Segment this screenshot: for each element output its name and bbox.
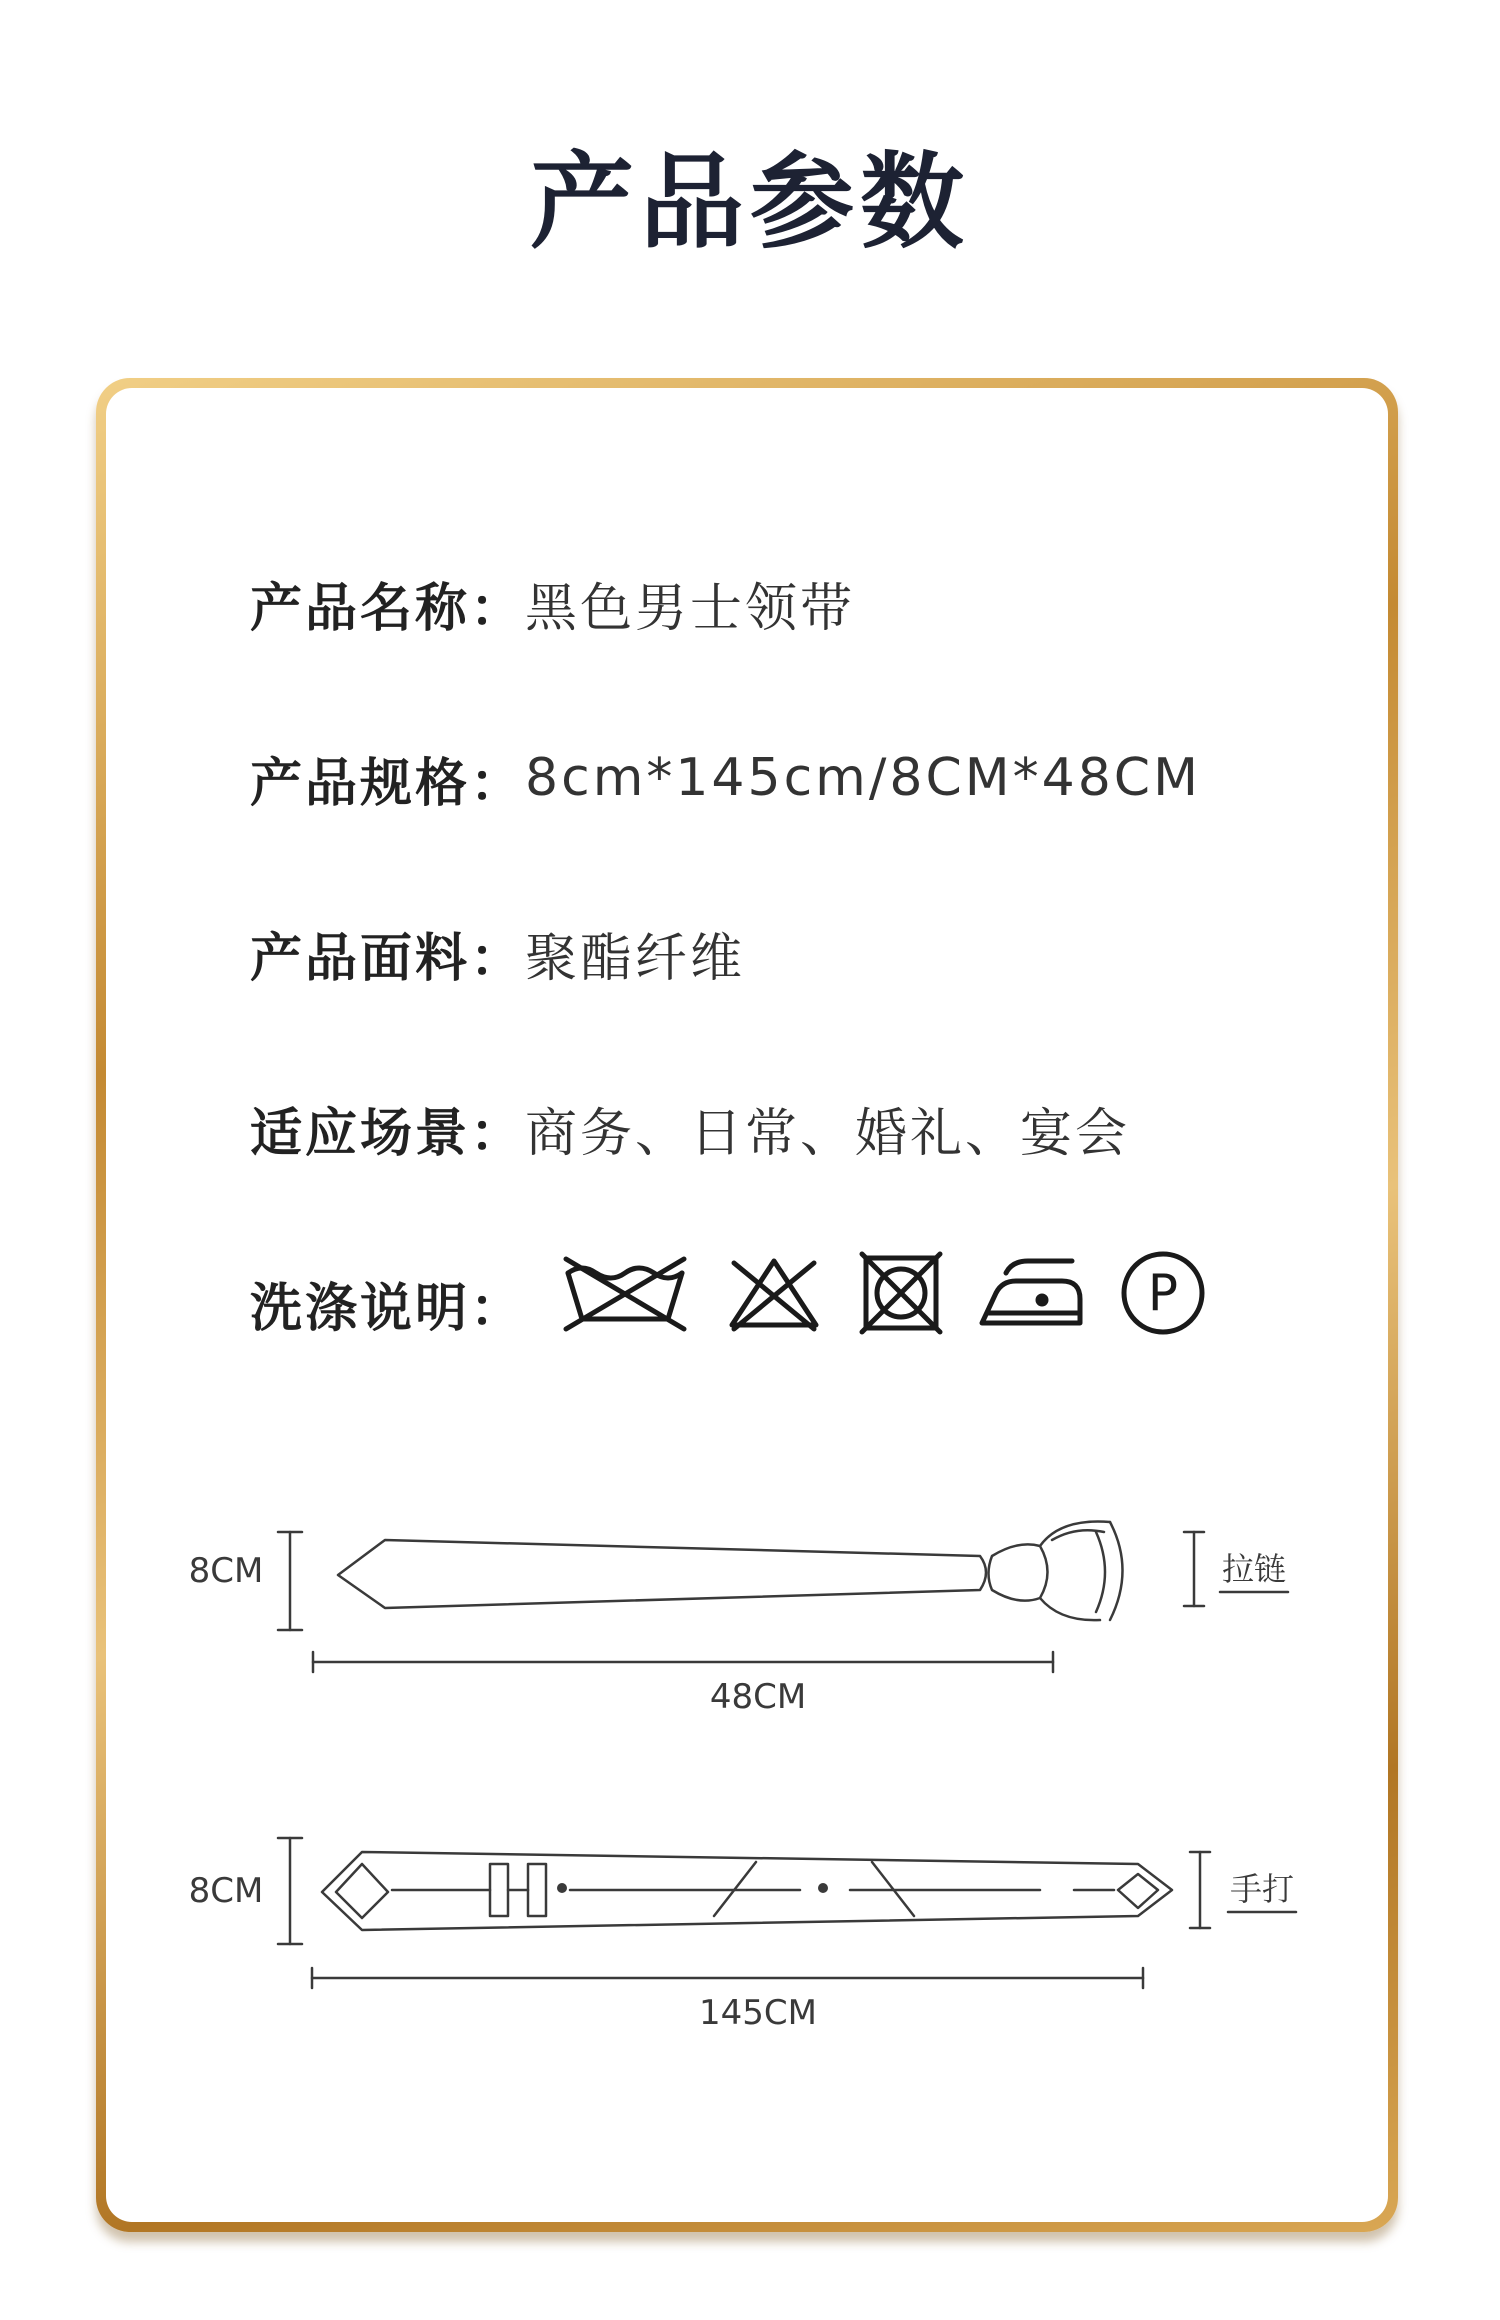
zipper-tie-width-label: 8CM: [188, 1551, 264, 1591]
hand-tie-width-dimension: [278, 1838, 302, 1944]
hand-tie-drawing: [322, 1852, 1172, 1930]
hand-tie-width-label: 8CM: [188, 1871, 264, 1911]
page-title: 产品参数: [529, 141, 970, 263]
spec-label: 适应场景：: [250, 1103, 526, 1164]
hand-tie-length-label: 145CM: [699, 1993, 817, 2033]
hand-tie-length-dimension: [312, 1968, 1143, 1988]
spec-value: 商务、日常、婚礼、宴会: [525, 1103, 1131, 1164]
spec-value: 8cm*145cm/8CM*48CM: [525, 748, 1201, 808]
spec-value: 黑色男士领带: [525, 578, 856, 639]
zipper-tie-drawing: [338, 1522, 1123, 1621]
zipper-tie-length-dimension: [313, 1652, 1053, 1672]
zipper-tie-width-dimension: [278, 1532, 302, 1630]
hand-tie-type-label: 手打: [1229, 1870, 1295, 1908]
svg-text:P: P: [1147, 1263, 1179, 1322]
spec-label: 产品规格：: [250, 753, 526, 814]
care-label: 洗涤说明：: [250, 1278, 526, 1339]
spec-value: 聚酯纤维: [525, 928, 746, 989]
spec-label: 产品面料：: [250, 928, 526, 989]
zipper-tie-length-label: 48CM: [709, 1677, 807, 1717]
spec-label: 产品名称：: [250, 578, 526, 639]
zipper-tie-type-label: 拉链: [1221, 1550, 1287, 1588]
